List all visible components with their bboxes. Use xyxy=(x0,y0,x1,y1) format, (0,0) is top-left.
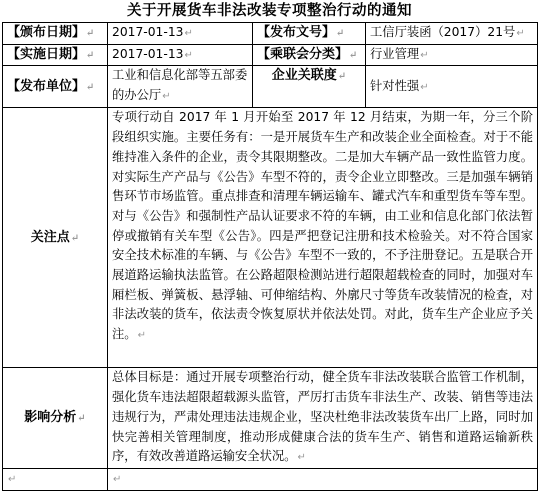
issue-date-value: 2017-01-13↵ xyxy=(108,23,253,45)
relevance-value: 针对性强↵ xyxy=(366,66,538,108)
focus-text: 专项行动自 2017 年 1 月开始至 2017 年 12 月结束，为期一年，分三个阶段组织实施。主要任务有：一是开展货车生产和改装企业全面检查。对于不能维持准入条件的企业，责令其限期整改。二是加大车辆产品一致性监管力度。对实际生产产品与《公告》车型不符的，责令企业立即整改。三是加强车辆销售环节市场监管。重点排查和清理车辆运输车、罐式汽车和重型货车等车型。对与《公告》和强制性产品认证要求不符的车辆，由工业和信息化部门依法暂停或撤销有关车型《公告》。四是严把登记注册和技术检验关。对不符合国家安全技术标准的车辆、与《公告》车型不一致的，不予注册登记。五是联合开展道路运输执法监管。在公路超限检测站进行超限超载检查的同时，加强对车厢栏板、弹簧板、悬浮轴、可伸缩结构、外廓尺寸等货车改装情况的检查，对非法改装的货车，依法责令恢复原状并依法处罚。对此，货车生产企业应予关注。↵ xyxy=(108,108,538,368)
empty-cell: ↵ xyxy=(3,468,108,490)
table-row xyxy=(3,368,538,469)
table-row xyxy=(3,66,538,108)
table-row xyxy=(3,468,538,490)
focus-label: 关注点↵ xyxy=(3,108,108,368)
effective-date-label: 【实施日期】↵ xyxy=(3,44,108,66)
effective-date-value: 2017-01-13↵ xyxy=(108,44,253,66)
table-row xyxy=(3,108,538,368)
table-row xyxy=(3,44,538,66)
doc-number-value: 工信厅装函（2017）21号↵ xyxy=(366,23,538,45)
impact-text: 总体目标是：通过开展专项整治行动，健全货车非法改装联合监管工作机制，强化货车违法超限超载源头监管，严厉打击货车非法生产、改装、销售等违法违规行为，严肃处理违法违规企业，坚决杜绝非法改装货车出厂上路，同时加快完善相关管理制度，推动形成健康合法的货车生产、销售和道路运输新秩序，有效改善道路运输安全状况。↵ xyxy=(108,368,538,469)
relevance-label: 企业关联度↵ xyxy=(253,66,366,108)
category-label: 【乘联会分类】↵ xyxy=(253,44,366,66)
empty-cell: ↵ xyxy=(108,468,538,490)
page-title: 关于开展货车非法改装专项整治行动的通知 xyxy=(127,2,412,19)
notice-info-table xyxy=(2,22,538,491)
category-value: 行业管理↵ xyxy=(366,44,538,66)
table-row xyxy=(3,23,538,45)
doc-number-label: 【发布文号】↵ xyxy=(253,23,366,45)
issue-date-label: 【颁布日期】↵ xyxy=(3,23,108,45)
publisher-label: 【发布单位】↵ xyxy=(3,66,108,108)
publisher-value: 工业和信息化部等五部委的办公厅↵ xyxy=(108,66,253,108)
impact-label: 影响分析↵ xyxy=(3,368,108,469)
